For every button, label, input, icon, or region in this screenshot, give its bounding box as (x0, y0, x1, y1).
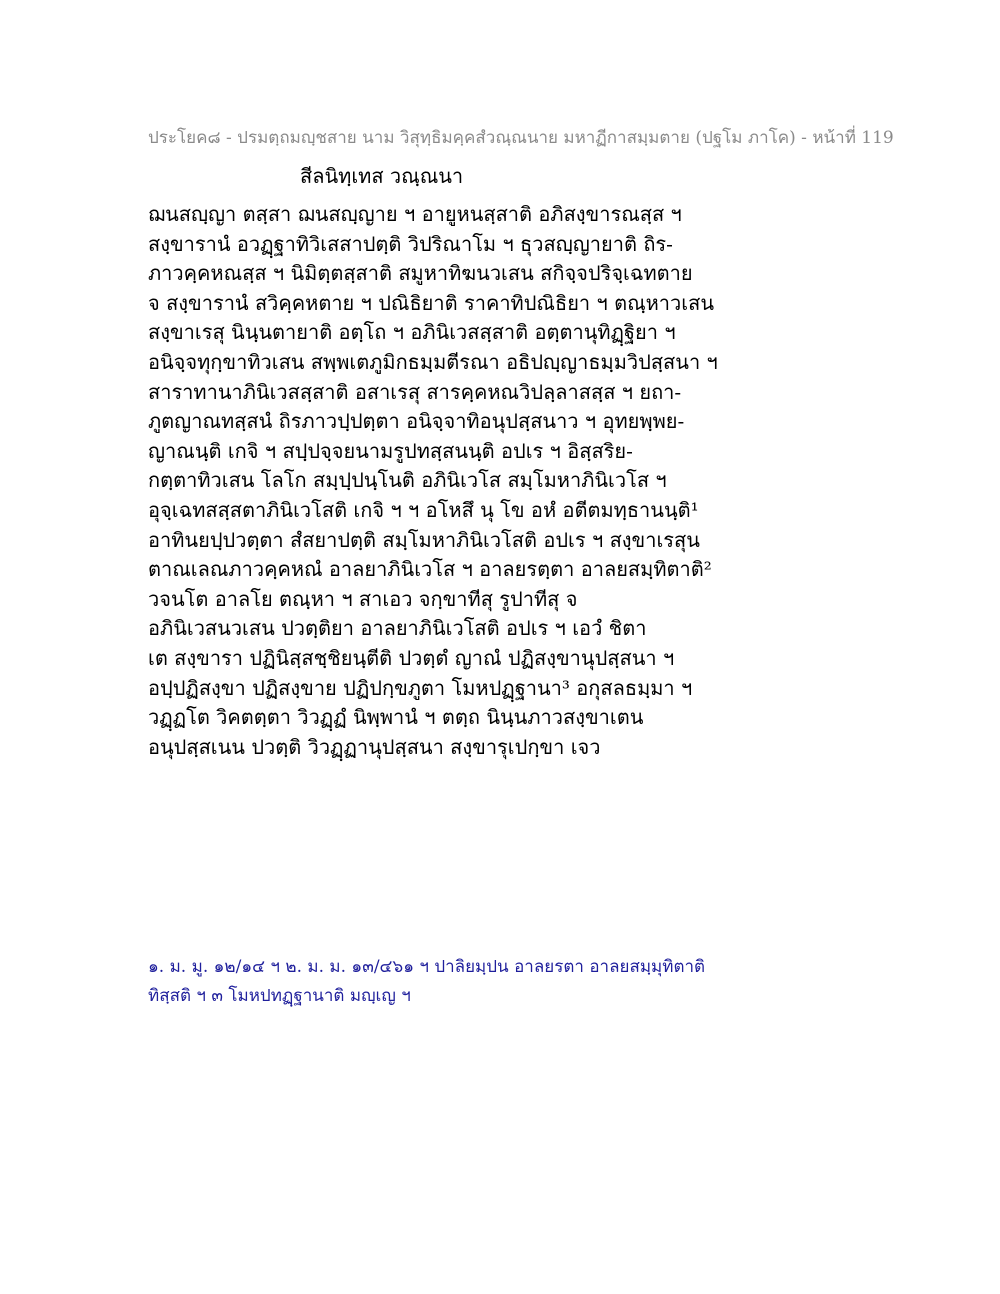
text-line: สงฺขารานํ อวฏฺฐาทิวิเสสาปตฺติ วิปริณาโม ฯ ธุวสญฺญายาติ ถิร- (148, 231, 673, 256)
text-line: อนิจฺจทุกฺขาทิวเสน สพฺพเตภูมิกธมฺมตีรณา อธิปญฺญาธมฺมวิปสฺสนา ฯ (148, 349, 718, 374)
section-title: สีลนิทฺเทส วณฺณนา (300, 164, 464, 188)
footnote-line: ทิสฺสติ ฯ ๓ โมหปทฏฺฐานาติ มญฺเญ ฯ (148, 986, 411, 1006)
text-line: อภินิเวสนวเสน ปวตฺติยา อาลยาภินิเวโสติ อปเร ฯ เอวํ ชิตา (148, 616, 647, 641)
footnotes (148, 953, 868, 1011)
text-line: ญาณนฺติ เกจิ ฯ สปฺปจฺจยนามรูปทสฺสนนฺติ อปเร ฯ อิสฺสริย- (148, 438, 633, 463)
text-line: กตฺตาทิวเสน โลโก สมฺปฺปนฺโนติ อภินิเวโส สมฺโมหาภินิเวโส ฯ (148, 468, 667, 493)
text-line: สาราทานาภินิเวสสฺสาติ อสาเรสุ สารคฺคหณวิปลฺลาสสฺส ฯ ยถา- (148, 379, 682, 404)
text-line: เต สงฺขารา ปฏินิสฺสชฺชิยนฺตีติ ปวตฺตํ ญาณํ ปฏิสงฺขานุปสฺสนา ฯ (148, 645, 675, 670)
text-line: อนุปสฺสเนน ปวตฺติ วิวฏฺฏานุปสฺสนา สงฺขารุเปกฺขา เจว (148, 734, 601, 759)
text-line: ฌนสญฺญา ตสฺสา ฌนสญฺญาย ฯ อายูหนสฺสาติ อภิสงฺขารณสฺส ฯ (148, 202, 682, 226)
text-line: สงฺขาเรสุ นินฺนตายาติ อตฺโถ ฯ อภินิเวสสฺสาติ อตฺตานุทิฏฺฐิยา ฯ (148, 320, 676, 345)
text-line: จ สงฺขารานํ สวิคฺคหตาย ฯ ปณิธิยาติ ราคาทิปณิธิยา ฯ ตณฺหาวเสน (148, 290, 714, 315)
text-line: ภาวคฺคหณสฺส ฯ นิมิตฺตสฺสาติ สมูหาทิฆนวเสน สกิจฺจปริจฺเฉทตาย (148, 261, 693, 286)
text-line: ตาณเลณภาวคฺคหณํ อาลยาภินิเวโส ฯ อาลยรตฺตา อาลยสมฺทิตาติ² (148, 557, 712, 582)
body-text (148, 200, 868, 762)
footnote-line: ๑. ม. มู. ๑๒/๑๔ ฯ ๒. ม. ม. ๑๓/๔๖๑ ฯ ปาลิยมฺปน อาลยรตา อาลยสมฺมุทิตาติ (148, 957, 706, 977)
text-line: อุจฺเฉทสสฺสตาภินิเวโสติ เกจิ ฯ ฯ อโหสึ นุ โข อหํ อตีตมทฺธานนฺติ¹ (148, 497, 699, 522)
text-line: วฏฺฏโต วิคตตฺตา วิวฏฺฏํ นิพฺพานํ ฯ ตตฺถ นินฺนภาวสงฺขาเตน (148, 705, 644, 730)
text-line: อาทินยปฺปวตฺตา สํสยาปตฺติ สมฺโมหาภินิเวโสติ อปเร ฯ สงฺขาเรสุน (148, 527, 700, 552)
text-line: วจนโต อาลโย ตณฺหา ฯ สาเอว จกฺขาทีสุ รูปาทีสุ จ (148, 586, 578, 611)
text-line: ภูตญาณทสฺสนํ ถิรภาวปฺปตฺตา อนิจฺจาทิอนุปสฺสนาว ฯ อุทยพฺพย- (148, 409, 685, 434)
page-header: ประโยค๘ - ปรมตฺถมญฺชสาย นาม วิสุทฺธิมคฺคสํวณฺณนาย มหาฏีกาสมฺมตาย (ปฐโม ภาโค) - หน้าที่ 119 (148, 128, 894, 148)
text-line: อปฺปฏิสงฺขา ปฏิสงฺขาย ปฏิปกฺขภูตา โมหปฏฺฐานา³ อกุสลธมฺมา ฯ (148, 675, 693, 700)
